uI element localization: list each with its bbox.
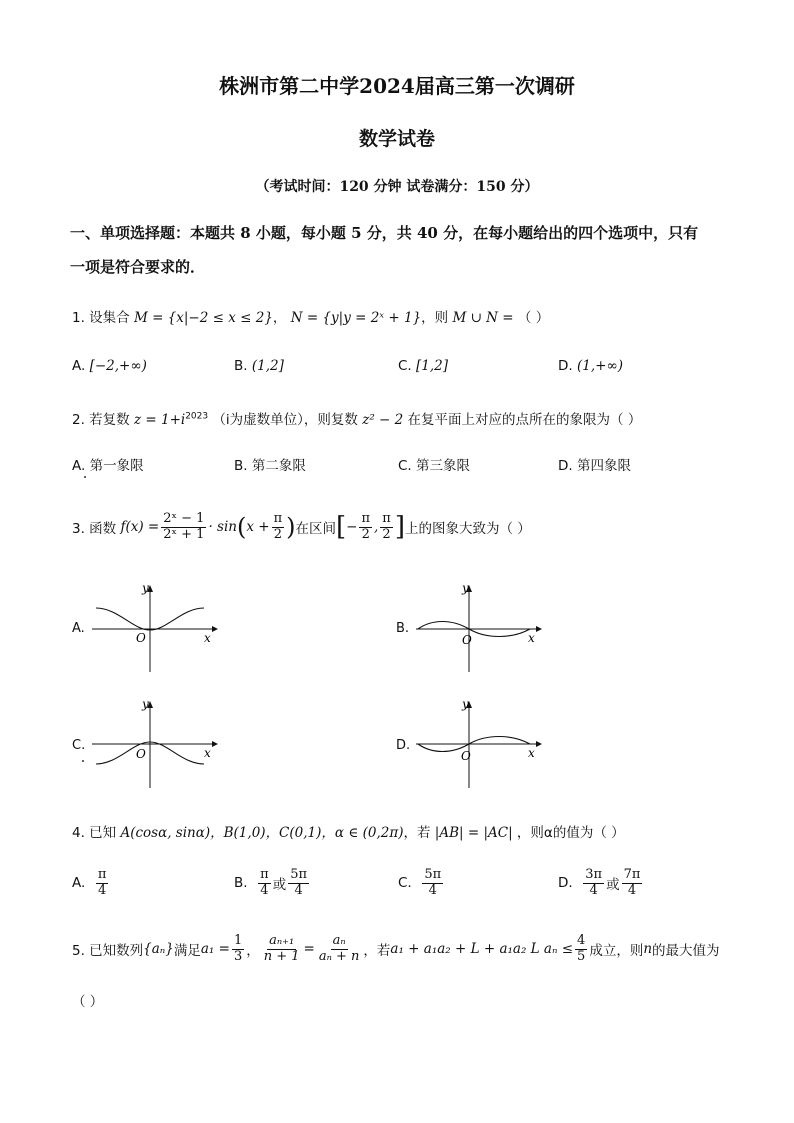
q2-option-a: A. 第一象限 [72,458,144,474]
q2-option-d: D. 第四象限 [558,458,631,474]
x-arrow-icon [212,626,218,632]
question-1 [72,306,549,326]
q5-paren: （ ） [72,994,104,1010]
q1-sep: ， [272,310,287,326]
question-3: 3. 函数 f(x) = $\frac{\text{2ˣ − 1}}{\text{2ˣ + 1}}$ · sin ( x + $\frac{\pi}{2}$ ) 在区间 [ − $\frac{\pi}{2}$ , $\frac{\pi}{2}$ ] 上的图象大致为（ ） [72,511,531,543]
exam-title: 株洲市第二中学2024届高三第一次调研 [219,74,575,98]
q1-number: 1. 设集合 [72,310,130,326]
y-label: y [462,697,469,711]
q4-option-b: B. $\frac{\pi}{4}$ 或 $\frac{5\pi}{4}$ [234,867,308,898]
q3-option-d-label: D. [396,738,411,753]
question-5: 5. 已知数列 {aₙ} 满足 a₁ = $\frac{1}{3}$ ， $\frac{\text{aₙ₊₁}}{n + 1}$ = $\frac{\text{aₙ}}{\text{aₙ + n}}$ ，若 a₁ + a₁a₂ + L + a₁a₂ L aₙ ≤ $\frac{4}{5}$ 成立，则 n 的最大值为 [72,933,720,964]
exam-subject: 数学试卷 [358,128,435,150]
origin-label: O [136,747,146,761]
q1-option-b: B. (1,2] [234,358,284,374]
section-heading-line1: 一、单项选择题：本题共 8 小题，每小题 5 分，共 40 分，在每小题给出的四个选项中，只有 [70,224,699,242]
q1-option-c: C. [1,2] [398,358,449,374]
q3-option-a-label: A. [72,621,85,636]
x-arrow-icon [536,626,542,632]
q2-option-c: C. 第三象限 [398,458,471,474]
graph-b [412,578,552,676]
q1-union: M ∪ N = [452,310,514,326]
q2-option-b: B. 第二象限 [234,458,306,474]
origin-label: O [461,749,471,763]
q1-option-d: D. (1,+∞) [558,358,623,374]
exam-info: （考试时间：120 分钟 试卷满分：150 分） [255,179,539,195]
y-label: y [142,581,149,595]
x-label: x [204,631,211,645]
x-arrow-icon [536,741,542,747]
section-heading-line2: 一项是符合要求的． [70,258,206,276]
graph-c [88,694,228,792]
x-label: x [528,746,535,760]
x-arrow-icon [212,741,218,747]
q1-set-m: M = {x|−2 ≤ x ≤ 2} [133,310,273,326]
q1-paren: （ ） [517,310,550,326]
stray-dot [82,760,84,762]
origin-label: O [136,631,146,645]
graph-d [412,694,552,792]
y-label: y [142,697,149,711]
q1-tail: ，则 [421,310,449,326]
y-label: y [462,581,469,595]
q1-option-a: A. [−2,+∞) [72,358,147,374]
x-label: x [528,631,535,645]
q2-exp: 2023 [185,411,209,422]
question-2: 2. 若复数 $z = 1+i^{2023}$ （i为虚数单位），则复数 z² − 2 在复平面上对应的点所在的象限为（ ） [72,411,642,428]
graph-a [88,578,228,676]
question-4: 4. 已知 A(cosα, sinα)，B(1,0)，C(0,1)，α ∈ (0,2π)，若 |AB| = |AC| ，则α的值为（ ） [72,825,625,841]
q4-vector-abs: |AB| = |AC| [434,825,513,841]
q4-option-a: A. $\frac{\pi}{4}$ [72,867,107,898]
q2-z2: z² − 2 [362,412,404,428]
q3-option-c-label: C. [72,738,86,753]
q3-fraction: $\frac{\text{2ˣ − 1}}{\text{2ˣ + 1}}$ [163,511,205,542]
x-label: x [204,746,211,760]
q4-option-c: C. $\frac{5\pi}{4}$ [398,867,442,898]
origin-label: O [462,633,472,647]
q1-set-n: N = {y|y = 2ˣ + 1} [290,310,422,326]
stray-dot [84,476,86,478]
q4-option-d: D. $\frac{3\pi}{4}$ 或 $\frac{7\pi}{4}$ [558,867,641,898]
q2-z: z = 1+i [133,412,186,428]
q3-option-b-label: B. [396,621,410,636]
